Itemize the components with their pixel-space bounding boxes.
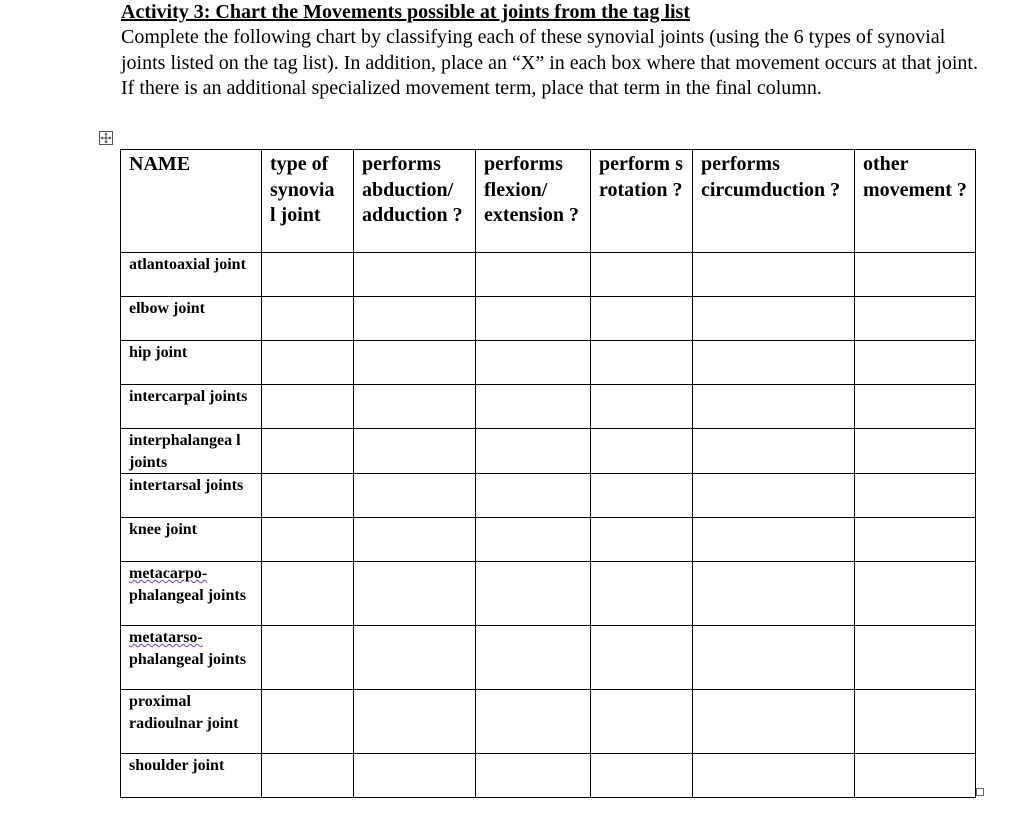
cell-other-movement[interactable]	[855, 474, 976, 518]
header-rotation: perform s rotation ?	[591, 150, 693, 253]
cell-abduction[interactable]	[354, 341, 476, 385]
cell-other-movement[interactable]	[855, 626, 976, 690]
cell-rotation[interactable]	[591, 253, 693, 297]
cell-flexion[interactable]	[476, 690, 591, 754]
cell-joint-type[interactable]	[262, 518, 354, 562]
cell-circumduction[interactable]	[693, 385, 855, 429]
activity-instructions: Complete the following chart by classifying each of these synovial joints (using the 6 types of synovial joints listed on the tag list). In addition, place an “X” in each box where that movement occurs at that joint. If there is an additional specialized movement term, place that term in the final column.	[121, 26, 978, 99]
header-circumduction: performs circumduction ?	[693, 150, 855, 253]
header-row	[121, 150, 976, 253]
cell-abduction[interactable]	[354, 626, 476, 690]
joint-name: intercarpal joints	[121, 385, 262, 429]
cell-rotation[interactable]	[591, 385, 693, 429]
cell-abduction[interactable]	[354, 297, 476, 341]
cell-other-movement[interactable]	[855, 253, 976, 297]
header-joint-type: type of synovia l joint	[262, 150, 354, 253]
cell-abduction[interactable]	[354, 253, 476, 297]
cell-joint-type[interactable]	[262, 297, 354, 341]
cell-rotation[interactable]	[591, 297, 693, 341]
joint-name: knee joint	[121, 518, 262, 562]
move-arrows-icon	[100, 132, 112, 144]
cell-circumduction[interactable]	[693, 626, 855, 690]
cell-other-movement[interactable]	[855, 518, 976, 562]
cell-rotation[interactable]	[591, 690, 693, 754]
joint-name: atlantoaxial joint	[121, 253, 262, 297]
cell-rotation[interactable]	[591, 341, 693, 385]
cell-other-movement[interactable]	[855, 754, 976, 798]
cell-joint-type[interactable]	[262, 562, 354, 626]
cell-flexion[interactable]	[476, 341, 591, 385]
cell-other-movement[interactable]	[855, 562, 976, 626]
cell-abduction[interactable]	[354, 474, 476, 518]
joint-name: elbow joint	[121, 297, 262, 341]
table-row	[121, 297, 976, 341]
cell-flexion[interactable]	[476, 562, 591, 626]
table-row	[121, 474, 976, 518]
header-other-movement: other movement ?	[855, 150, 976, 253]
cell-rotation[interactable]	[591, 429, 693, 474]
joint-name-suffix: phalangeal joints	[129, 586, 246, 604]
cell-joint-type[interactable]	[262, 626, 354, 690]
cell-abduction[interactable]	[354, 429, 476, 474]
cell-flexion[interactable]	[476, 754, 591, 798]
cell-flexion[interactable]	[476, 429, 591, 474]
cell-abduction[interactable]	[354, 690, 476, 754]
cell-circumduction[interactable]	[693, 690, 855, 754]
joint-name: intertarsal joints	[121, 474, 262, 518]
joint-name	[121, 626, 262, 690]
cell-joint-type[interactable]	[262, 253, 354, 297]
joint-name: interphalangea l joints	[121, 429, 262, 474]
cell-circumduction[interactable]	[693, 341, 855, 385]
cell-flexion[interactable]	[476, 626, 591, 690]
cell-abduction[interactable]	[354, 562, 476, 626]
cell-rotation[interactable]	[591, 754, 693, 798]
cell-other-movement[interactable]	[855, 385, 976, 429]
table-row	[121, 429, 976, 474]
cell-rotation[interactable]	[591, 518, 693, 562]
table-row	[121, 754, 976, 798]
cell-joint-type[interactable]	[262, 429, 354, 474]
cell-rotation[interactable]	[591, 474, 693, 518]
cell-flexion[interactable]	[476, 518, 591, 562]
cell-circumduction[interactable]	[693, 429, 855, 474]
cell-joint-type[interactable]	[262, 341, 354, 385]
cell-flexion[interactable]	[476, 385, 591, 429]
joint-name	[121, 562, 262, 626]
joint-name: shoulder joint	[121, 754, 262, 798]
cell-rotation[interactable]	[591, 626, 693, 690]
cell-circumduction[interactable]	[693, 253, 855, 297]
activity-title: Activity 3: Chart the Movements possible at joints from the tag list	[121, 1, 690, 23]
table-move-handle[interactable]	[99, 131, 113, 145]
joint-name: hip joint	[121, 341, 262, 385]
joint-name-prefix: metacarpo-	[129, 565, 208, 582]
header-flexion: performs flexion/ extension ?	[476, 150, 591, 253]
table-resize-handle[interactable]	[976, 788, 984, 796]
table-row	[121, 341, 976, 385]
cell-abduction[interactable]	[354, 385, 476, 429]
table-row	[121, 253, 976, 297]
cell-circumduction[interactable]	[693, 562, 855, 626]
cell-other-movement[interactable]	[855, 690, 976, 754]
joint-name-suffix: phalangeal joints	[129, 650, 246, 668]
header-name: NAME	[121, 150, 262, 253]
cell-circumduction[interactable]	[693, 518, 855, 562]
joint-name-prefix: metatarso-	[129, 629, 203, 646]
table-row	[121, 518, 976, 562]
cell-other-movement[interactable]	[855, 297, 976, 341]
cell-other-movement[interactable]	[855, 429, 976, 474]
cell-flexion[interactable]	[476, 474, 591, 518]
cell-flexion[interactable]	[476, 297, 591, 341]
table-row	[121, 385, 976, 429]
cell-circumduction[interactable]	[693, 474, 855, 518]
movements-chart	[120, 149, 976, 798]
cell-abduction[interactable]	[354, 518, 476, 562]
cell-joint-type[interactable]	[262, 690, 354, 754]
cell-circumduction[interactable]	[693, 754, 855, 798]
cell-circumduction[interactable]	[693, 297, 855, 341]
cell-joint-type[interactable]	[262, 474, 354, 518]
cell-rotation[interactable]	[591, 562, 693, 626]
table-row	[121, 562, 976, 626]
cell-joint-type[interactable]	[262, 385, 354, 429]
cell-flexion[interactable]	[476, 253, 591, 297]
cell-joint-type[interactable]	[262, 754, 354, 798]
joint-name: proximal radioulnar joint	[121, 690, 262, 754]
cell-abduction[interactable]	[354, 754, 476, 798]
cell-other-movement[interactable]	[855, 341, 976, 385]
table-row	[121, 690, 976, 754]
table-row	[121, 626, 976, 690]
header-abduction: performs abduction/ adduction ?	[354, 150, 476, 253]
